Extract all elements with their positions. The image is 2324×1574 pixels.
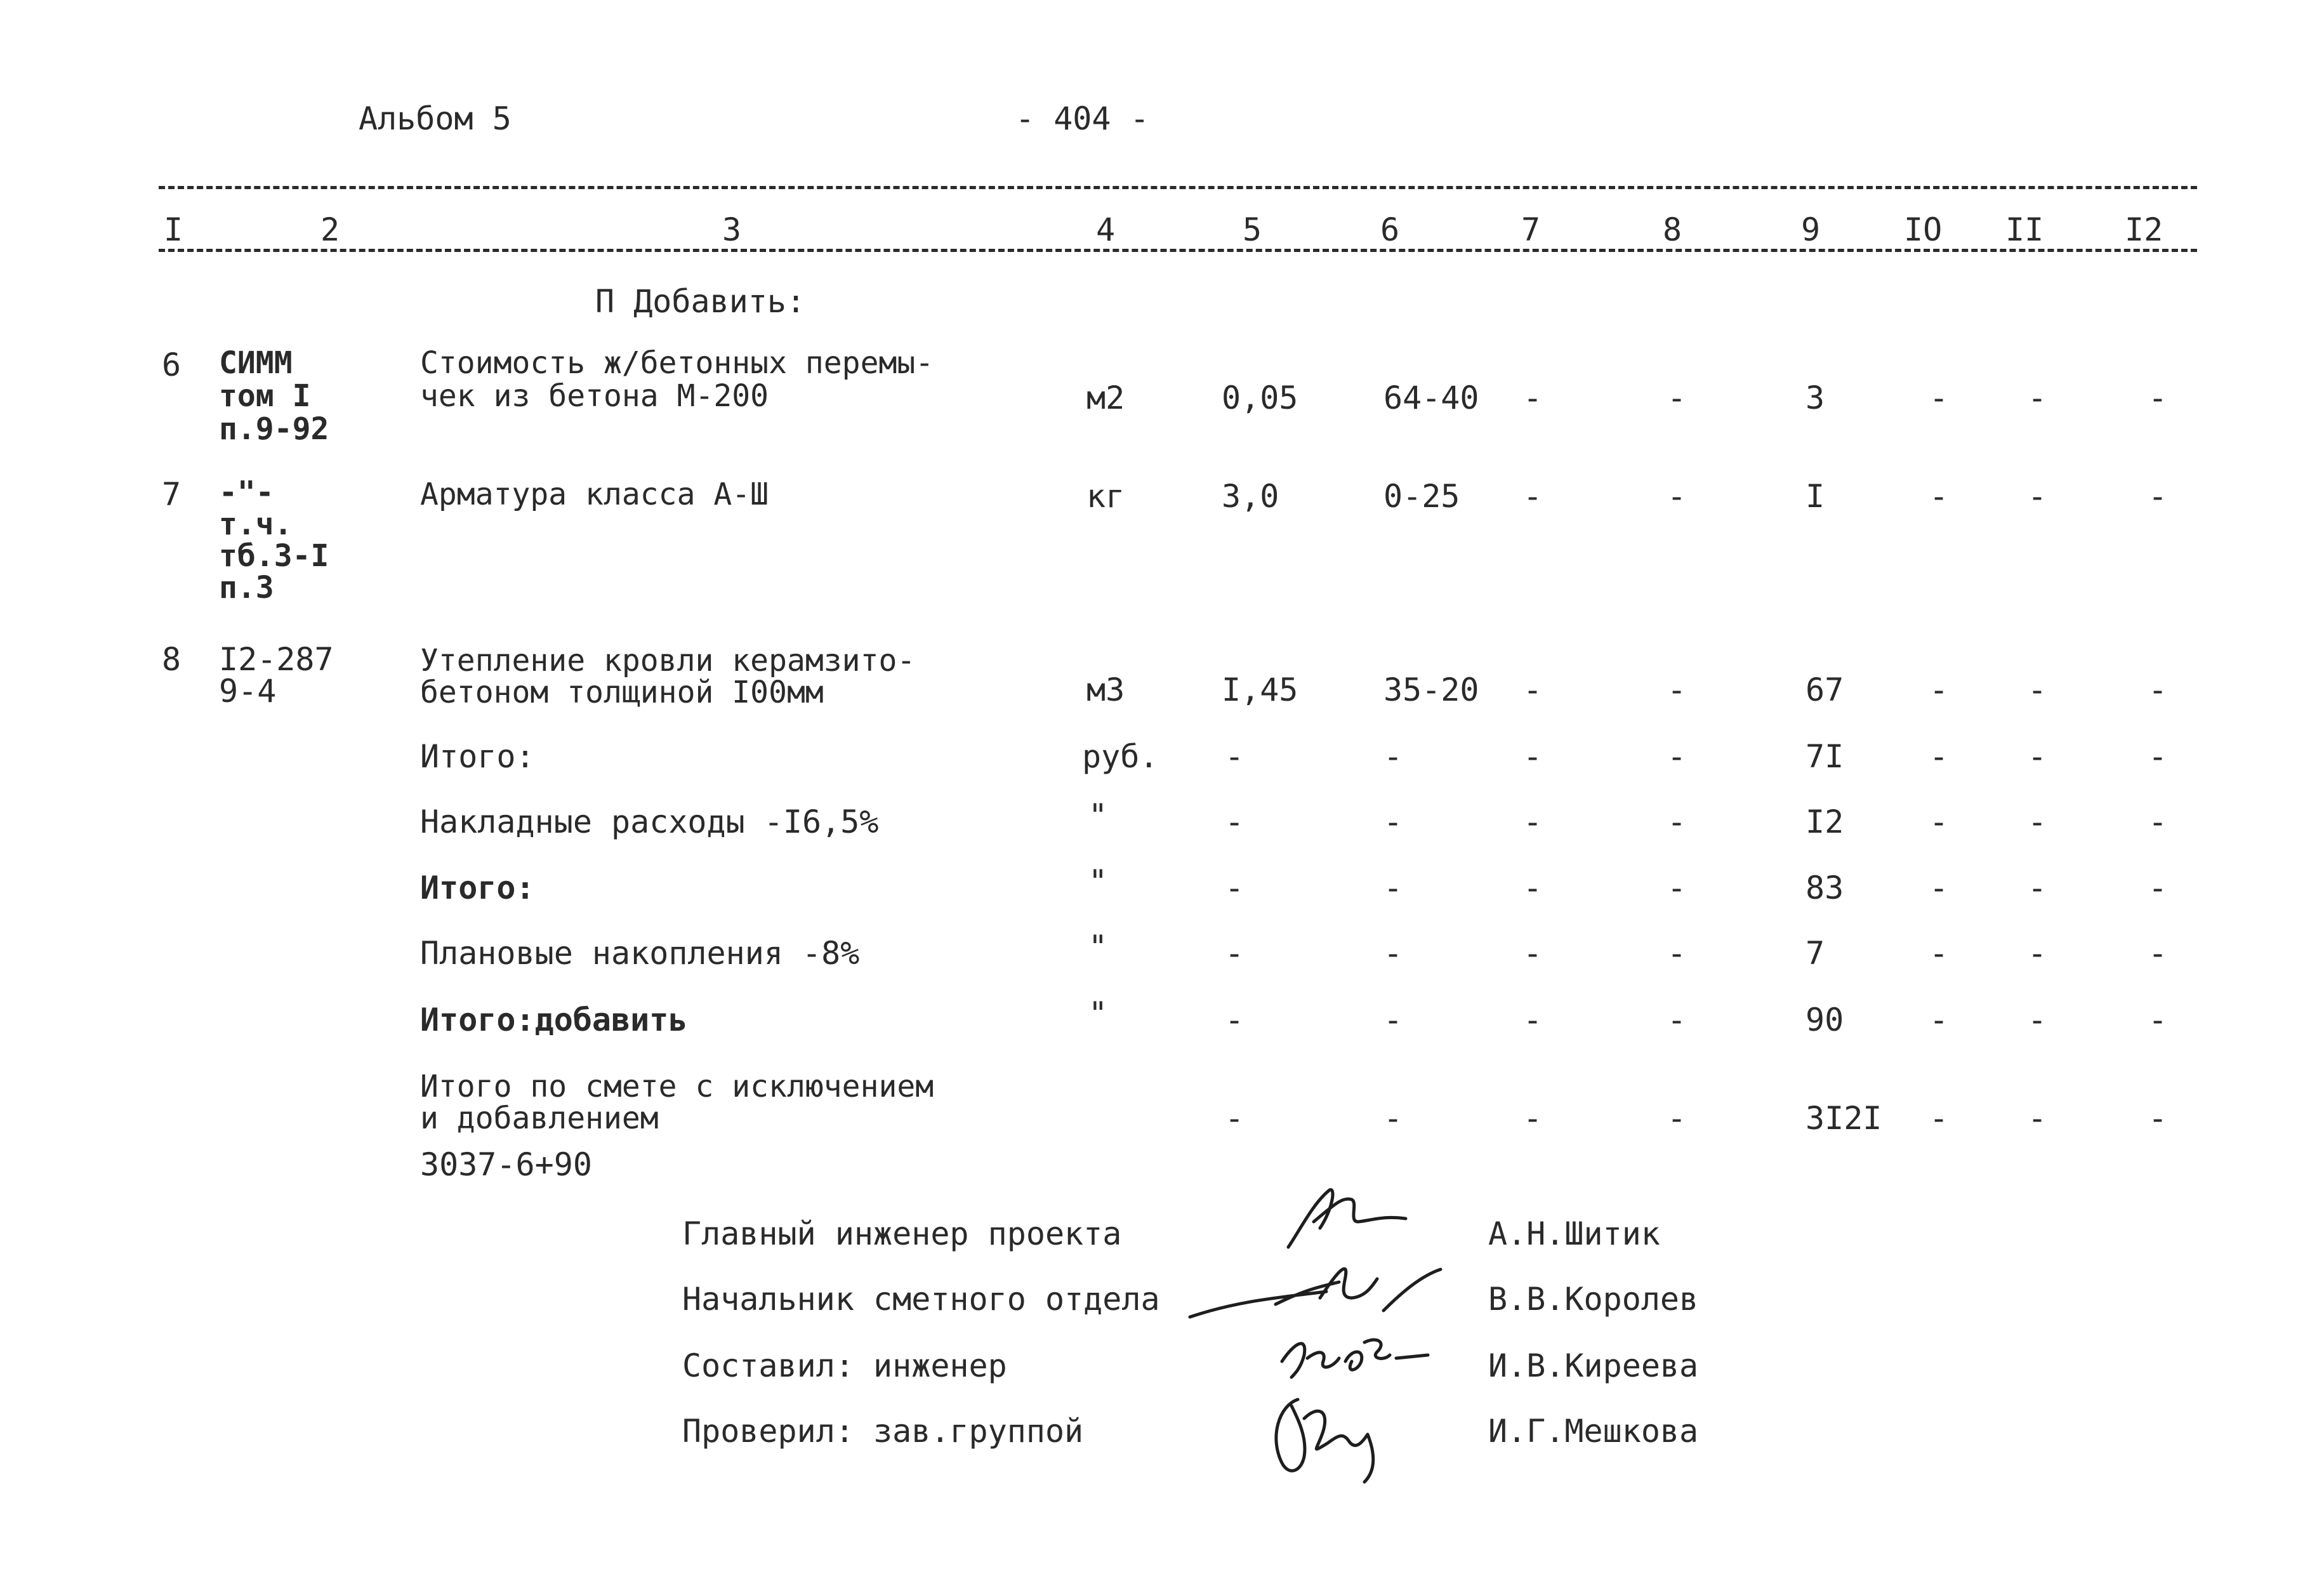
signatory-role: Начальник сметного отдела xyxy=(682,1281,1160,1318)
column-number: 7 xyxy=(1521,211,1541,248)
cell-8: - xyxy=(1667,935,1687,972)
quantity: - xyxy=(1225,1100,1245,1137)
unit-price: - xyxy=(1383,1100,1403,1137)
total-label: Итого: xyxy=(420,870,535,906)
cell-7: - xyxy=(1523,671,1543,708)
norm-code: т.ч. xyxy=(219,506,293,542)
row-number: 6 xyxy=(162,347,182,383)
work-description: чек из бетона М-200 xyxy=(420,378,769,414)
unit: " xyxy=(1088,863,1108,900)
header-bottom-rule xyxy=(159,249,2197,252)
cell-12: - xyxy=(2148,1100,2168,1137)
cell-8: - xyxy=(1667,1100,1687,1137)
column-number: 6 xyxy=(1380,211,1400,248)
cell-11: - xyxy=(2028,380,2047,416)
cell-11: - xyxy=(2028,478,2047,515)
signatory-role: Главный инженер проекта xyxy=(682,1215,1122,1252)
cell-8: - xyxy=(1667,870,1687,906)
cell-10: - xyxy=(1929,804,1949,840)
cell-11: - xyxy=(2028,804,2047,840)
total-label: Итого:добавить xyxy=(420,1002,688,1038)
cell-9: 7I xyxy=(1806,738,1844,775)
unit-price: - xyxy=(1383,738,1403,775)
cell-9: 83 xyxy=(1806,870,1844,906)
signatory-name: В.В.Королев xyxy=(1488,1281,1699,1318)
cell-10: - xyxy=(1929,671,1949,708)
signatory-name: А.Н.Шитик xyxy=(1488,1215,1660,1252)
cell-11: - xyxy=(2028,738,2047,775)
quantity: - xyxy=(1225,870,1245,906)
unit-price: 35-20 xyxy=(1383,671,1479,708)
unit-price: 64-40 xyxy=(1383,380,1479,416)
cell-12: - xyxy=(2148,738,2168,775)
cell-8: - xyxy=(1667,478,1687,515)
unit: м3 xyxy=(1086,671,1125,708)
cell-12: - xyxy=(2148,671,2168,708)
total-label: Плановые накопления -8% xyxy=(420,935,860,972)
cell-8: - xyxy=(1667,804,1687,840)
cell-7: - xyxy=(1523,935,1543,972)
cell-10: - xyxy=(1929,1002,1949,1038)
cell-7: - xyxy=(1523,870,1543,906)
column-number: I2 xyxy=(2125,211,2163,248)
unit-price: - xyxy=(1383,1002,1403,1038)
cell-11: - xyxy=(2028,671,2047,708)
handwritten-signature xyxy=(1253,1380,1399,1488)
cell-11: - xyxy=(2028,870,2047,906)
cell-8: - xyxy=(1667,1002,1687,1038)
signatory-role: Проверил: зав.группой xyxy=(682,1413,1084,1450)
page-number: - 404 - xyxy=(1015,100,1149,137)
signatory-name: И.Г.Мешкова xyxy=(1488,1413,1699,1450)
cell-11: - xyxy=(2028,1100,2047,1137)
cell-8: - xyxy=(1667,671,1687,708)
column-number: 9 xyxy=(1801,211,1821,248)
cell-7: - xyxy=(1523,1100,1543,1137)
cell-12: - xyxy=(2148,380,2168,416)
row-number: 8 xyxy=(162,641,182,678)
work-description: Стоимость ж/бетонных перемы- xyxy=(420,345,934,381)
cell-11: - xyxy=(2028,1002,2047,1038)
cell-12: - xyxy=(2148,1002,2168,1038)
cell-7: - xyxy=(1523,738,1543,775)
column-number: 8 xyxy=(1663,211,1682,248)
column-number: I xyxy=(164,211,183,248)
total-label: Накладные расходы -I6,5% xyxy=(420,804,879,840)
signatory-name: И.В.Киреева xyxy=(1488,1347,1699,1384)
quantity: I,45 xyxy=(1222,671,1298,708)
unit: м2 xyxy=(1086,380,1125,416)
unit: " xyxy=(1088,797,1108,834)
norm-code: 9-4 xyxy=(219,673,277,710)
grand-total-label: Итого по смете с исключением xyxy=(420,1069,934,1104)
row-number: 7 xyxy=(162,476,182,513)
unit-price: - xyxy=(1383,935,1403,972)
cell-7: - xyxy=(1523,478,1543,515)
cell-9: I2 xyxy=(1806,804,1844,840)
cell-9: 67 xyxy=(1806,671,1844,708)
norm-code: СИММ xyxy=(219,345,293,381)
unit: " xyxy=(1088,995,1108,1032)
grand-total-label: и добавлением xyxy=(420,1101,659,1136)
cell-8: - xyxy=(1667,380,1687,416)
handwritten-signature xyxy=(1276,1177,1422,1260)
unit: " xyxy=(1088,929,1108,965)
quantity: - xyxy=(1225,738,1245,775)
cell-9: I xyxy=(1806,478,1825,515)
cell-10: - xyxy=(1929,380,1949,416)
work-description: Утепление кровли керамзито- xyxy=(420,643,916,678)
cell-12: - xyxy=(2148,870,2168,906)
column-number: 3 xyxy=(722,211,742,248)
norm-code: тб.3-I xyxy=(219,538,329,574)
work-description: бетоном толщиной I00мм xyxy=(420,675,824,710)
signatory-role: Составил: инженер xyxy=(682,1347,1007,1384)
cell-12: - xyxy=(2148,478,2168,515)
cell-11: - xyxy=(2028,935,2047,972)
unit: руб. xyxy=(1082,738,1159,775)
header-top-rule xyxy=(159,186,2197,189)
cell-10: - xyxy=(1929,935,1949,972)
norm-code: п.3 xyxy=(219,570,274,605)
cell-8: - xyxy=(1667,738,1687,775)
quantity: 3,0 xyxy=(1222,478,1279,515)
unit-price: - xyxy=(1383,804,1403,840)
album-label: Альбом 5 xyxy=(359,100,512,137)
cell-12: - xyxy=(2148,804,2168,840)
column-number: 5 xyxy=(1243,211,1262,248)
cell-10: - xyxy=(1929,478,1949,515)
norm-code: I2-287 xyxy=(219,641,334,678)
column-number: II xyxy=(2005,211,2044,248)
grand-total-formula: 3037-6+90 xyxy=(420,1146,592,1183)
section-title: П Добавить: xyxy=(595,283,806,320)
column-number: IO xyxy=(1904,211,1943,248)
quantity: - xyxy=(1225,1002,1245,1038)
norm-code: том I xyxy=(219,378,311,414)
total-label: Итого: xyxy=(420,738,535,775)
norm-code: -"- xyxy=(219,475,274,510)
cell-10: - xyxy=(1929,1100,1949,1137)
cell-7: - xyxy=(1523,380,1543,416)
cell-7: - xyxy=(1523,1002,1543,1038)
quantity: 0,05 xyxy=(1222,380,1298,416)
column-number: 2 xyxy=(320,211,340,248)
cell-9: 3 xyxy=(1806,380,1825,416)
quantity: - xyxy=(1225,804,1245,840)
cell-10: - xyxy=(1929,870,1949,906)
work-description: Арматура класса А-Ш xyxy=(420,477,769,512)
cell-12: - xyxy=(2148,935,2168,972)
norm-code: п.9-92 xyxy=(219,411,329,447)
cell-10: - xyxy=(1929,738,1949,775)
unit-price: 0-25 xyxy=(1383,478,1460,515)
quantity: - xyxy=(1225,935,1245,972)
unit: кг xyxy=(1086,478,1125,515)
cell-9: 3I2I xyxy=(1806,1100,1882,1137)
unit-price: - xyxy=(1383,870,1403,906)
cell-9: 7 xyxy=(1806,935,1825,972)
cell-9: 90 xyxy=(1806,1002,1844,1038)
column-number: 4 xyxy=(1096,211,1116,248)
cell-7: - xyxy=(1523,804,1543,840)
